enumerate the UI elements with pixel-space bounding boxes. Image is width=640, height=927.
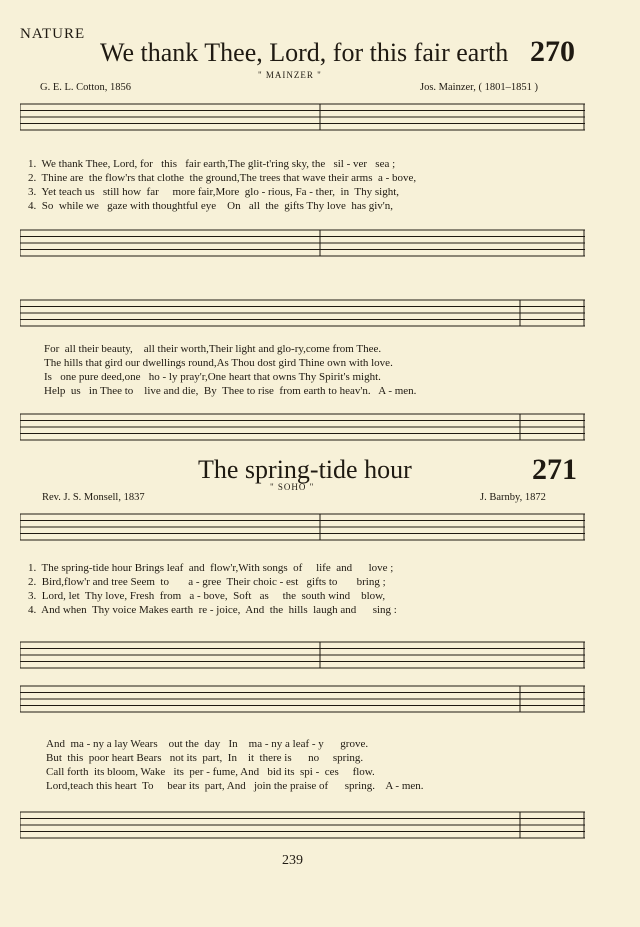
music-staff xyxy=(20,810,585,840)
music-staff xyxy=(20,102,585,132)
hymn-tune: " SOHO " xyxy=(270,482,315,492)
verse-line: Call forth its bloom, Wake its per - fume, And bid its spi - ces flow. xyxy=(46,766,375,778)
music-staff xyxy=(20,228,585,258)
verse-line: 3. Yet teach us still how far more fair,More glo - rious, Fa - ther, in Thy sight, xyxy=(28,186,400,198)
verse-line: For all their beauty, all their worth,Their light and glo-ry,come from Thee. xyxy=(44,343,382,355)
hymn-composer: J. Barnby, 1872 xyxy=(480,492,546,503)
music-staff xyxy=(20,298,585,328)
verse-line: Help us in Thee to live and die, By Thee to rise from earth to heav'n. A - men. xyxy=(44,385,417,397)
hymn-author: G. E. L. Cotton, 1856 xyxy=(40,82,131,93)
music-staff xyxy=(20,640,585,670)
hymn-title: The spring-tide hour xyxy=(198,455,412,484)
verse-line: 1. The spring-tide hour Brings leaf and flow'r,With songs of life and love ; xyxy=(28,562,394,574)
verse-line: 4. And when Thy voice Makes earth re - joice, And the hills laugh and sing : xyxy=(28,604,397,616)
verse-line: 4. So while we gaze with thoughtful eye On all the gifts Thy love has giv'n, xyxy=(28,200,394,212)
verse-line: Lord,teach this heart To bear its part, And join the praise of spring. A - men. xyxy=(46,780,424,792)
page-number: 239 xyxy=(282,853,303,868)
verse-line: And ma - ny a lay Wears out the day In ma - ny a leaf - y grove. xyxy=(46,738,369,750)
verse-line: 2. Bird,flow'r and tree Seem to a - gree Their choic - est gifts to bring ; xyxy=(28,576,386,588)
music-staff xyxy=(20,512,585,542)
verse-line: 1. We thank Thee, Lord, for this fair earth,The glit-t'ring sky, the sil - ver sea ; xyxy=(28,158,396,170)
section-label: NATURE xyxy=(20,26,86,42)
verse-line: But this poor heart Bears not its part, In it there is no spring. xyxy=(46,752,364,764)
hymn-number: 270 xyxy=(530,35,575,68)
hymn-author: Rev. J. S. Monsell, 1837 xyxy=(42,492,145,503)
hymn-tune: " MAINZER " xyxy=(258,70,322,80)
music-staff xyxy=(20,412,585,442)
music-staff xyxy=(20,684,585,714)
hymn-title: We thank Thee, Lord, for this fair earth xyxy=(100,38,509,67)
verse-line: 3. Lord, let Thy love, Fresh from a - bove, Soft as the south wind blow, xyxy=(28,590,386,602)
verse-line: 2. Thine are the flow'rs that clothe the ground,The trees that wave their arms a - bove, xyxy=(28,172,417,184)
verse-line: The hills that gird our dwellings round,As Thou dost gird Thine own with love. xyxy=(44,357,393,369)
hymn-number: 271 xyxy=(532,453,577,486)
verse-line: Is one pure deed,one ho - ly pray'r,One heart that owns Thy Spirit's might. xyxy=(44,371,381,383)
hymn-composer: Jos. Mainzer, ( 1801–1851 ) xyxy=(420,82,538,93)
